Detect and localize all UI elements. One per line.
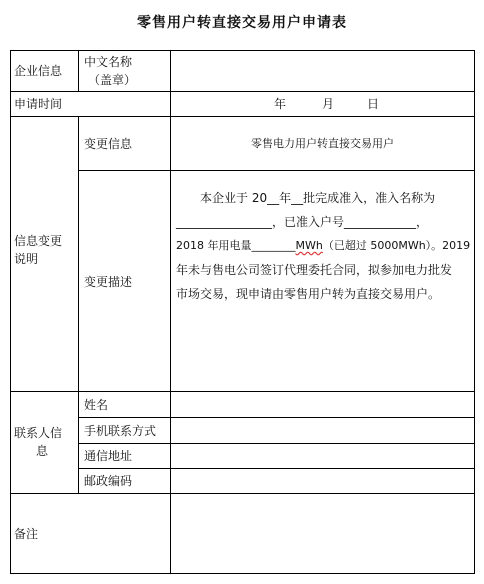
desc-line-4: 年未与售电公司签订代理委托合同，拟参加电力批发 [176, 263, 453, 277]
form-title: 零售用户转直接交易用户申请表 [137, 15, 347, 31]
contact-address-input[interactable] [171, 444, 474, 468]
desc-line-3: 2018 年用电量________MWh（已超过 5000MWh）。2019 [176, 239, 471, 252]
cn-name-label [84, 53, 168, 91]
apply-time-day: 日 [367, 97, 380, 111]
change-info-label: 变更信息 [84, 136, 133, 151]
cn-name-label-line2: （盖章） [88, 73, 137, 87]
desc-line-1: 本企业于 20__年__批完成准入，准入名称为 [200, 191, 436, 205]
change-section-label-line2: 说明 [14, 252, 39, 266]
desc-line-2: ________________，已准入户号____________， [176, 215, 429, 229]
cn-name-input[interactable] [171, 51, 474, 91]
change-section-label [14, 232, 78, 272]
contact-label-line1: 联系人信 [14, 426, 63, 440]
contact-address-label: 通信地址 [84, 449, 133, 463]
change-desc-text [176, 186, 474, 306]
contact-phone-input[interactable] [171, 418, 474, 443]
remarks-label: 备注 [14, 526, 39, 541]
apply-time-label: 申请时间 [14, 97, 63, 111]
contact-label [14, 424, 78, 464]
change-section-label-line1: 信息变更 [14, 234, 63, 248]
cn-name-label-line1: 中文名称 [84, 55, 133, 69]
change-info-value: 零售电力用户转直接交易用户 [251, 136, 394, 150]
contact-postcode-input[interactable] [171, 469, 474, 493]
contact-label-line2: 息 [36, 444, 49, 458]
remarks-input[interactable] [171, 494, 474, 573]
contact-name-label: 姓名 [84, 397, 109, 412]
apply-time-month: 月 [322, 97, 335, 111]
company-info-label: 企业信息 [14, 64, 63, 78]
apply-time-field[interactable] [171, 92, 474, 116]
change-desc-label: 变更描述 [84, 275, 133, 289]
apply-time-year: 年 [274, 97, 287, 111]
contact-postcode-label: 邮政编码 [84, 474, 133, 488]
desc-line-5: 市场交易，现申请由零售用户转为直接交易用户。 [176, 287, 441, 301]
contact-phone-label: 手机联系方式 [84, 423, 157, 438]
contact-name-input[interactable] [171, 392, 474, 417]
